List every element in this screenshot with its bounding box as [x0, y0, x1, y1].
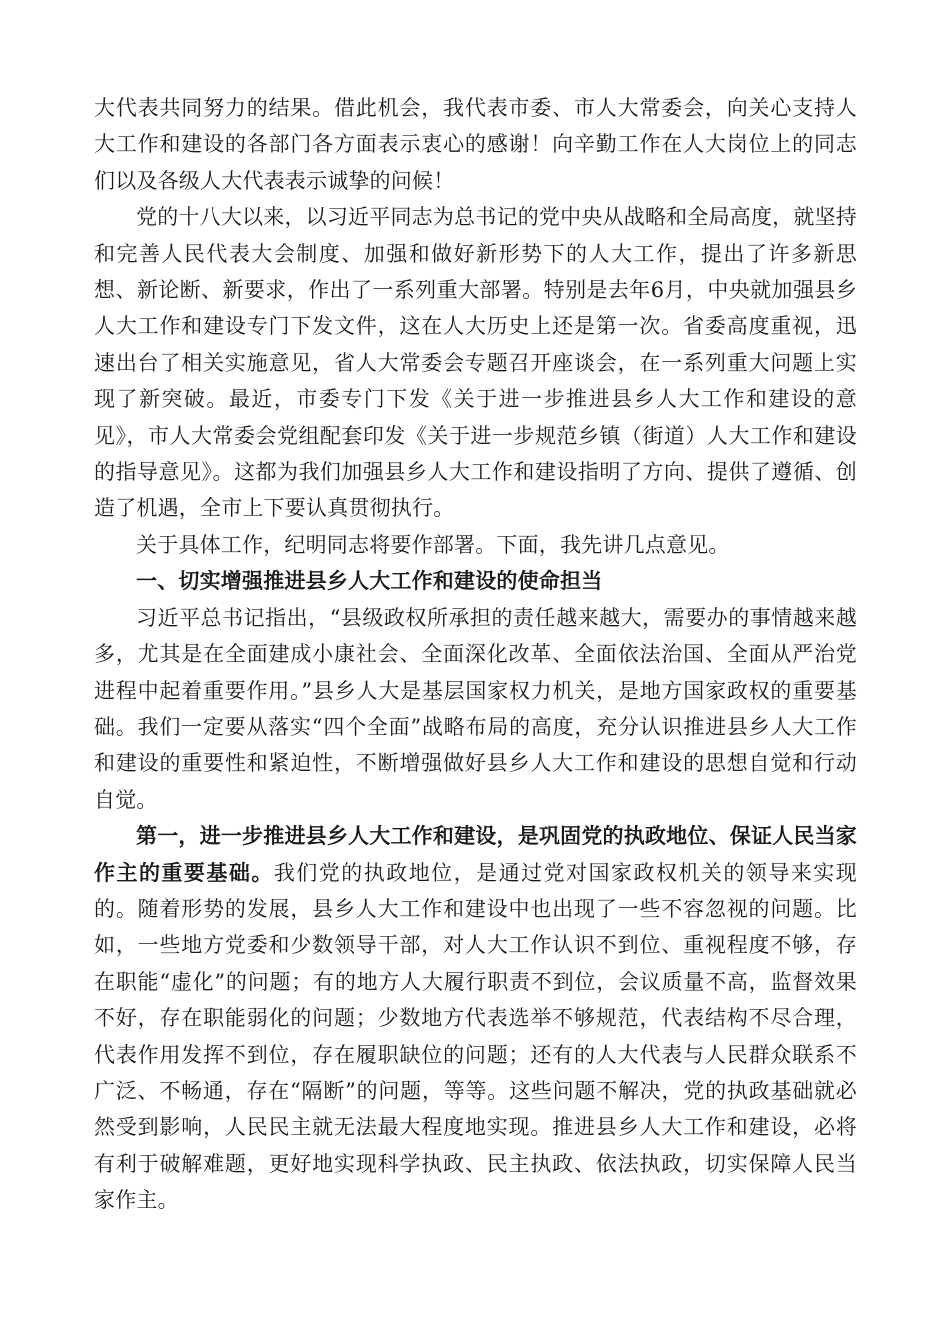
paragraph-transition: 关于具体工作，纪明同志将要作部署。下面，我先讲几点意见。	[136, 532, 730, 557]
first-point-lead: 第一，进一步推进县乡人大工作和建设，是巩固党的执政地位、保证人民当家作主的重要基础。	[94, 823, 857, 885]
paragraph-continuation: 大代表共同努力的结果。借此机会，我代表市委、市人大常委会，向关心支持人大工作和建设的各部门各方面表示衷心的感谢！向辛勤工作在人大岗位上的同志们以及各级人大代表表示诚挚的问候！	[94, 96, 857, 193]
document-page	[94, 90, 857, 1219]
paragraph-first-point	[94, 818, 857, 1218]
first-point-body: 我们党的执政地位，是通过党对国家政权机关的领导来实现的。随着形势的发展，县乡人大工作和建设中也出现了一些不容忽视的问题。比如，一些地方党委和少数领导干部，对人大工作认识不到位、重视程度不够，存在职能“虚化”的问题；有的地方人大履行职责不到位，会议质量不高，监督效果不好，存在职能弱化的问题；少数地方代表选举不够规范，代表结构不尽合理，代表作用发挥不到位，存在履职缺位的问题；还有的人大代表与人民群众联系不广泛、不畅通，存在“隔断”的问题，等等。这些问题不解决，党的执政基础就必然受到影响，人民民主就无法最大程度地实现。推进县乡人大工作和建设，必将有利于破解难题，更好地实现科学执政、民主执政、依法执政，切实保障人民当家作主。	[94, 860, 857, 1213]
section-heading: 一、切实增强推进县乡人大工作和建设的使命担当	[136, 569, 603, 594]
paragraph-quote: 习近平总书记指出，“县级政权所承担的责任越来越大，需要办的事情越来越多，尤其是在全面建成小康社会、全面深化改革、全面依法治国、全面从严治党进程中起着重要作用。”县乡人大是基层国家权力机关，是地方国家政权的重要基础。我们一定要从落实“四个全面”战略布局的高度，充分认识推进县乡人大工作和建设的重要性和紧迫性，不断增强做好县乡人大工作和建设的思想自觉和行动自觉。	[94, 605, 857, 812]
paragraph-background: 党的十八大以来，以习近平同志为总书记的党中央从战略和全局高度，就坚持和完善人民代表大会制度、加强和做好新形势下的人大工作，提出了许多新思想、新论断、新要求，作出了一系列重大部署。特别是去年6月，中央就加强县乡人大工作和建设专门下发文件，这在人大历史上还是第一次。省委高度重视，迅速出台了相关实施意见，省人大常委会专题召开座谈会，在一系列重大问题上实现了新突破。最近，市委专门下发《关于进一步推进县乡人大工作和建设的意见》，市人大常委会党组配套印发《关于进一步规范乡镇（街道）人大工作和建设的指导意见》。这都为我们加强县乡人大工作和建设指明了方向、提供了遵循、创造了机遇，全市上下要认真贯彻执行。	[94, 205, 857, 521]
